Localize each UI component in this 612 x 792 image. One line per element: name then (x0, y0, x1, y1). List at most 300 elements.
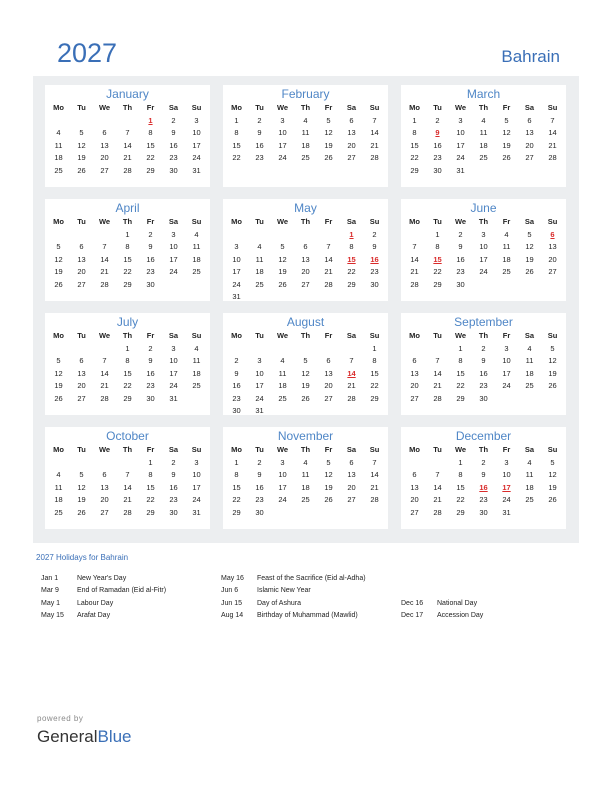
week-row (45, 266, 210, 279)
day-cell: 28 (324, 279, 333, 289)
day-cell: 22 (347, 267, 356, 276)
week-row (223, 343, 388, 356)
month-name: April (115, 201, 140, 215)
holiday-date: May 15 (41, 611, 64, 619)
month-november (223, 427, 388, 529)
empty-day-cell (294, 229, 317, 242)
day-cell: 29 (456, 507, 465, 517)
day-cell: 3 (504, 457, 509, 467)
day-cell: 19 (324, 140, 333, 150)
day-cell: 10 (232, 254, 241, 264)
empty-day-cell (248, 343, 271, 356)
day-cell: 18 (54, 495, 63, 504)
day-cell: 19 (54, 267, 63, 276)
weekday-label: Mo (53, 445, 64, 454)
day-cell: 6 (102, 128, 107, 137)
day-cell: 14 (370, 128, 379, 137)
day-cell: 9 (148, 356, 153, 365)
day-cell: 1 (234, 457, 239, 467)
day-cell: 29 (232, 507, 241, 517)
month-name: February (281, 87, 330, 101)
week-row (45, 140, 210, 153)
day-cell: 20 (410, 381, 419, 390)
day-cell: 16 (255, 140, 264, 150)
empty-day-cell (294, 291, 317, 304)
month-may (223, 199, 388, 301)
day-cell: 14 (410, 254, 419, 264)
week-row (223, 457, 388, 470)
day-cell: 10 (502, 356, 511, 365)
day-cell: 8 (435, 242, 440, 251)
empty-day-cell (70, 343, 93, 356)
empty-day-cell (271, 405, 294, 418)
day-cell: 27 (525, 153, 534, 162)
day-cell: 5 (56, 356, 61, 365)
week-row (223, 115, 388, 128)
day-cell: 3 (280, 115, 285, 125)
weekday-label: Mo (409, 445, 420, 454)
weekday-header (401, 102, 566, 115)
day-cell: 29 (123, 279, 132, 289)
month-name: August (286, 315, 325, 329)
day-cell: 13 (347, 128, 356, 137)
week-row (223, 152, 388, 165)
day-cell: 23 (146, 267, 155, 276)
holiday-name: Accession Day (437, 611, 484, 619)
day-cell: 6 (412, 470, 417, 479)
day-cell: 30 (456, 279, 465, 289)
holiday-row (41, 573, 166, 585)
day-cell: 5 (326, 457, 331, 467)
holiday-name: Day of Ashura (257, 599, 301, 607)
weekday-label: Mo (231, 445, 242, 454)
weekday-label: Mo (409, 217, 420, 226)
weekday-label: Th (478, 331, 489, 340)
day-cell: 31 (192, 165, 201, 175)
day-cell: 5 (550, 457, 555, 467)
holiday-date: Mar 9 (41, 587, 59, 595)
holiday-date: May 16 (221, 575, 244, 582)
holiday-row (41, 585, 166, 597)
day-cell: 3 (504, 343, 509, 353)
day-cell: 19 (77, 495, 86, 504)
day-cell: 15 (456, 482, 465, 492)
weekday-label: Tu (433, 445, 442, 454)
day-cell: 1 (412, 115, 417, 125)
holiday-name: End of Ramadan (Eid al-Fitr) (77, 587, 167, 595)
day-cell: 12 (548, 356, 557, 365)
week-row (223, 254, 388, 267)
weekday-label: Sa (346, 217, 357, 226)
week-row (223, 266, 388, 279)
day-cell: 28 (123, 507, 132, 517)
empty-day-cell (185, 393, 208, 406)
month-name: May (294, 201, 317, 215)
months-grid (45, 85, 567, 529)
day-cell: 26 (548, 495, 557, 504)
weekday-label: We (98, 217, 111, 226)
day-cell: 31 (502, 507, 511, 517)
day-cell: 17 (169, 254, 178, 264)
day-cell: 21 (370, 482, 379, 492)
day-cell: 1 (458, 457, 463, 467)
day-cell: 18 (502, 254, 511, 264)
day-cell: 17 (255, 381, 264, 390)
weekday-label: We (276, 103, 289, 112)
day-cell: 6 (79, 242, 84, 251)
empty-day-cell (340, 507, 363, 520)
weekday-label: Th (300, 217, 311, 226)
weekday-label: Fr (324, 103, 333, 112)
day-cell: 12 (525, 242, 534, 251)
weekday-label: Su (369, 103, 380, 112)
day-cell: 8 (234, 128, 239, 137)
day-cell: 8 (125, 356, 130, 365)
empty-day-cell (271, 343, 294, 356)
day-cell: 27 (347, 153, 356, 162)
day-cell: 12 (324, 470, 333, 479)
day-cell: 4 (303, 457, 308, 467)
empty-day-cell (248, 291, 271, 304)
week-row (401, 507, 566, 520)
weekday-label: Th (122, 217, 133, 226)
day-cell: 27 (301, 279, 310, 289)
day-cell: 27 (100, 507, 109, 517)
day-cell: 26 (548, 381, 557, 390)
day-cell: 8 (458, 470, 463, 479)
day-cell: 20 (347, 482, 356, 492)
weekday-label: Tu (77, 331, 86, 340)
day-cell: 21 (100, 267, 109, 276)
day-cell: 3 (458, 115, 463, 125)
week-row (401, 254, 566, 267)
day-cell: 9 (234, 368, 239, 378)
holiday-day-cell: 17 (502, 482, 511, 492)
day-cell: 2 (435, 115, 440, 125)
day-cell: 21 (433, 381, 442, 390)
day-cell: 28 (370, 495, 379, 504)
day-cell: 20 (100, 495, 109, 504)
day-cell: 21 (324, 267, 333, 276)
empty-day-cell (162, 279, 185, 292)
empty-day-cell (541, 279, 564, 292)
day-cell: 16 (479, 368, 488, 378)
empty-day-cell (495, 165, 518, 178)
day-cell: 16 (232, 381, 241, 390)
week-row (223, 127, 388, 140)
day-cell: 11 (54, 140, 63, 150)
day-cell: 15 (146, 140, 155, 150)
day-cell: 25 (54, 507, 63, 517)
holiday-day-cell: 16 (370, 254, 379, 264)
empty-day-cell (271, 507, 294, 520)
day-cell: 21 (433, 495, 442, 504)
day-cell: 14 (433, 368, 442, 378)
weekday-label: We (276, 217, 289, 226)
empty-day-cell (47, 457, 70, 470)
day-cell: 25 (192, 267, 201, 276)
month-october (45, 427, 210, 529)
weekday-label: Tu (255, 331, 264, 340)
day-cell: 28 (433, 507, 442, 517)
day-cell: 18 (525, 482, 534, 492)
day-cell: 17 (192, 140, 201, 150)
day-cell: 24 (169, 381, 178, 390)
week-row (45, 254, 210, 267)
weekday-label: Fr (502, 445, 511, 454)
day-cell: 29 (123, 393, 132, 403)
day-cell: 26 (77, 507, 86, 517)
day-cell: 29 (433, 279, 442, 289)
day-cell: 19 (324, 482, 333, 492)
week-row (401, 343, 566, 356)
day-cell: 19 (301, 381, 310, 390)
day-cell: 7 (349, 356, 354, 365)
day-cell: 11 (301, 128, 310, 137)
empty-day-cell (317, 507, 340, 520)
day-cell: 20 (347, 140, 356, 150)
day-cell: 3 (171, 343, 176, 353)
empty-day-cell (116, 115, 139, 128)
day-cell: 20 (77, 381, 86, 390)
day-cell: 19 (525, 254, 534, 264)
powered-by-text: powered by (37, 714, 84, 723)
day-cell: 25 (278, 393, 287, 403)
day-cell: 23 (255, 495, 264, 504)
day-cell: 9 (171, 470, 176, 479)
day-cell: 10 (169, 242, 178, 251)
month-name: July (116, 315, 139, 329)
weekday-label: Sa (168, 331, 179, 340)
day-cell: 8 (148, 470, 153, 479)
empty-day-cell (363, 507, 386, 520)
empty-day-cell (294, 507, 317, 520)
empty-day-cell (47, 229, 70, 242)
weekday-label: Sa (524, 445, 535, 454)
day-cell: 23 (479, 381, 488, 390)
day-cell: 16 (146, 368, 155, 378)
day-cell: 8 (125, 242, 130, 251)
day-cell: 29 (456, 393, 465, 403)
weekday-label: Tu (433, 217, 442, 226)
day-cell: 16 (169, 140, 178, 150)
brand-blue: Blue (97, 727, 132, 746)
day-cell: 7 (412, 242, 417, 251)
day-cell: 1 (148, 457, 153, 467)
empty-day-cell (426, 343, 449, 356)
week-row (223, 494, 388, 507)
day-cell: 15 (146, 482, 155, 492)
day-cell: 6 (326, 356, 331, 365)
brand-general: General (37, 727, 98, 746)
weekday-header (45, 444, 210, 457)
week-row (223, 241, 388, 254)
empty-day-cell (340, 405, 363, 418)
day-cell: 23 (255, 153, 264, 162)
day-cell: 22 (123, 381, 132, 390)
day-cell: 23 (232, 393, 241, 403)
day-cell: 1 (125, 229, 130, 239)
day-cell: 8 (148, 128, 153, 137)
day-cell: 31 (456, 165, 465, 175)
empty-day-cell (518, 165, 541, 178)
week-row (45, 494, 210, 507)
week-row (45, 165, 210, 178)
day-cell: 17 (456, 140, 465, 150)
day-cell: 6 (102, 470, 107, 479)
day-cell: 24 (479, 267, 488, 276)
week-row (223, 393, 388, 406)
day-cell: 6 (527, 115, 532, 125)
day-cell: 28 (123, 165, 132, 175)
weekday-label: Tu (77, 217, 86, 226)
month-name: June (470, 201, 497, 215)
brand-logo[interactable] (37, 727, 132, 747)
empty-day-cell (518, 507, 541, 520)
weekday-label: Th (122, 103, 133, 112)
day-cell: 30 (169, 507, 178, 517)
day-cell: 13 (77, 368, 86, 378)
empty-day-cell (340, 343, 363, 356)
day-cell: 24 (192, 495, 201, 504)
day-cell: 23 (146, 381, 155, 390)
day-cell: 27 (77, 393, 86, 403)
weekday-label: We (454, 445, 467, 454)
weekday-header (223, 330, 388, 343)
day-cell: 26 (278, 279, 287, 289)
weekday-label: Mo (409, 331, 420, 340)
holiday-name: National Day (437, 599, 478, 607)
weekday-label: Tu (255, 445, 264, 454)
week-row (401, 229, 566, 242)
day-cell: 23 (433, 153, 442, 162)
day-cell: 5 (504, 115, 509, 125)
day-cell: 8 (234, 470, 239, 479)
weekday-label: We (454, 331, 467, 340)
month-june (401, 199, 566, 301)
week-row (223, 279, 388, 292)
holiday-row (221, 585, 366, 597)
day-cell: 18 (54, 153, 63, 162)
day-cell: 12 (502, 128, 511, 137)
day-cell: 22 (410, 153, 419, 162)
day-cell: 17 (169, 368, 178, 378)
day-cell: 30 (232, 406, 241, 415)
day-cell: 9 (257, 470, 262, 479)
day-cell: 4 (504, 229, 509, 239)
day-cell: 3 (194, 457, 199, 467)
week-row (223, 507, 388, 520)
day-cell: 9 (481, 470, 486, 479)
weekday-label: We (454, 103, 467, 112)
holiday-date (401, 585, 437, 597)
day-cell: 8 (349, 242, 354, 251)
empty-day-cell (495, 279, 518, 292)
day-cell: 11 (525, 470, 534, 479)
day-cell: 14 (123, 140, 132, 150)
weekday-label: Th (478, 103, 489, 112)
day-cell: 14 (100, 254, 109, 264)
day-cell: 12 (77, 140, 86, 150)
week-row (401, 482, 566, 495)
weekday-label: Mo (53, 331, 64, 340)
month-september (401, 313, 566, 415)
holiday-day-cell: 1 (349, 229, 354, 239)
weekday-label: Sa (524, 103, 535, 112)
day-cell: 4 (280, 356, 285, 365)
empty-day-cell (541, 393, 564, 406)
day-cell: 21 (347, 381, 356, 390)
weekday-header (45, 216, 210, 229)
day-cell: 12 (278, 254, 287, 264)
weekday-label: We (276, 445, 289, 454)
weekday-label: Mo (53, 217, 64, 226)
day-cell: 13 (410, 368, 419, 378)
month-july (45, 313, 210, 415)
weekday-label: Sa (168, 217, 179, 226)
day-cell: 10 (255, 368, 264, 378)
month-name: September (454, 315, 513, 329)
empty-day-cell (271, 291, 294, 304)
day-cell: 26 (525, 267, 534, 276)
week-row (223, 140, 388, 153)
day-cell: 13 (301, 254, 310, 264)
day-cell: 28 (370, 153, 379, 162)
weekday-label: Tu (433, 103, 442, 112)
day-cell: 17 (192, 482, 201, 492)
day-cell: 6 (349, 115, 354, 125)
weekday-label: Su (191, 103, 202, 112)
week-row (401, 165, 566, 178)
day-cell: 19 (278, 267, 287, 276)
weekday-label: Fr (324, 331, 333, 340)
day-cell: 10 (278, 470, 287, 479)
day-cell: 28 (410, 279, 419, 289)
day-cell: 12 (54, 368, 63, 378)
empty-day-cell (363, 405, 386, 418)
weekday-label: Th (300, 331, 311, 340)
day-cell: 25 (54, 165, 63, 175)
day-cell: 16 (146, 254, 155, 264)
weekday-label: Th (300, 103, 311, 112)
weekday-header (223, 216, 388, 229)
weekday-label: Tu (255, 217, 264, 226)
day-cell: 11 (192, 356, 201, 365)
month-august (223, 313, 388, 415)
empty-day-cell (116, 457, 139, 470)
day-cell: 13 (100, 482, 109, 492)
day-cell: 17 (278, 482, 287, 492)
week-row (401, 380, 566, 393)
day-cell: 18 (525, 368, 534, 378)
holiday-name: New Year's Day (77, 575, 127, 582)
day-cell: 10 (192, 128, 201, 137)
weekday-label: Fr (146, 103, 155, 112)
day-cell: 5 (56, 242, 61, 251)
week-row (45, 380, 210, 393)
day-cell: 30 (479, 393, 488, 403)
day-cell: 28 (433, 393, 442, 403)
day-cell: 15 (370, 368, 379, 378)
weekday-header (401, 216, 566, 229)
day-cell: 22 (456, 495, 465, 504)
day-cell: 7 (125, 470, 130, 479)
month-name: October (106, 429, 149, 443)
day-cell: 12 (54, 254, 63, 264)
day-cell: 30 (169, 165, 178, 175)
week-row (45, 115, 210, 128)
day-cell: 20 (324, 381, 333, 390)
